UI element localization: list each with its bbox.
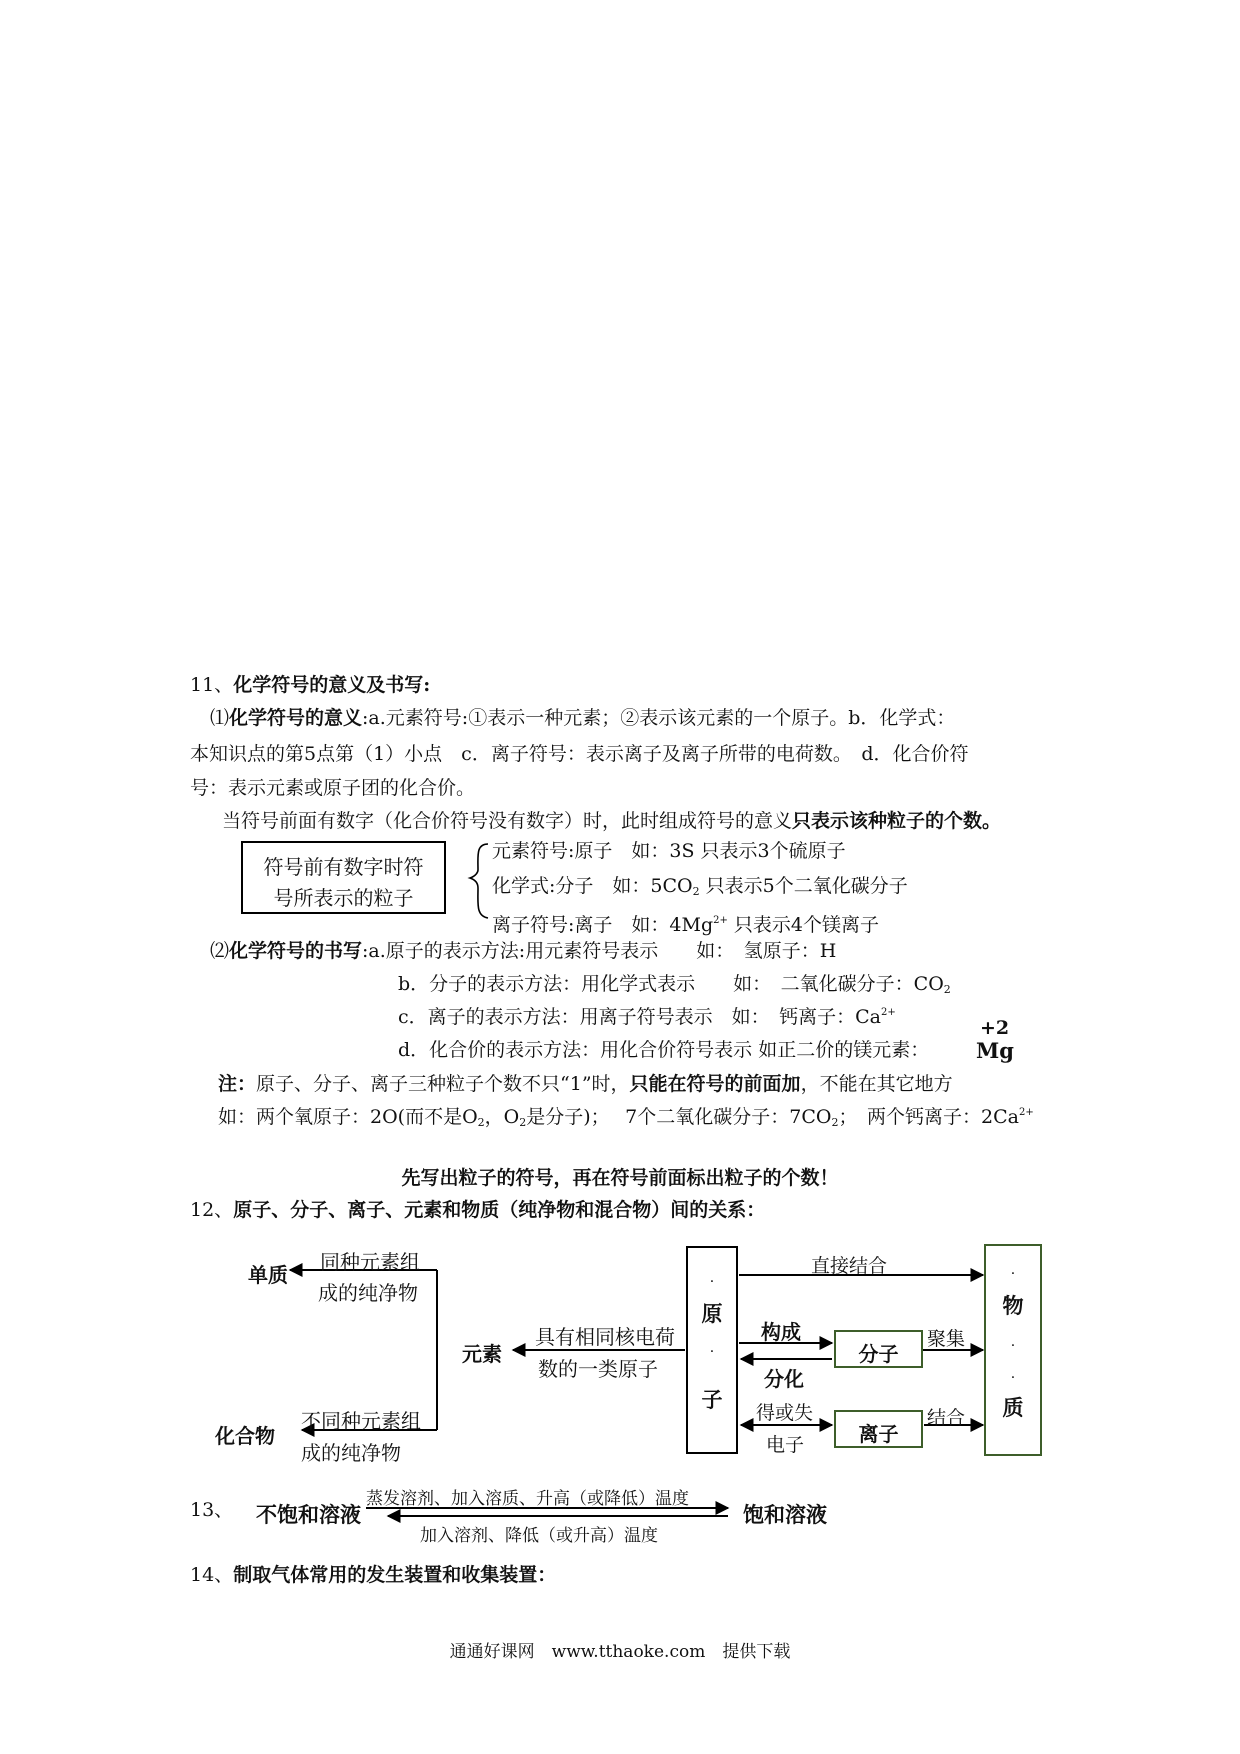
sec13-unsaturated: 不饱和溶液 (256, 1502, 361, 1527)
matter-dot-mid: · (1010, 1338, 1016, 1354)
danzhi-line2: 成的纯净物 (318, 1281, 418, 1305)
label-danzhi: 单质 (248, 1263, 288, 1287)
brace-item-ion-sup: 2+ (713, 915, 728, 926)
atom-dot-top: · (709, 1274, 715, 1290)
example-b: ，O (484, 1106, 520, 1128)
atom-box (686, 1246, 738, 1454)
molecule-box (834, 1330, 923, 1368)
footer: 通通好课网 www.tthaoke.com 提供下载 (449, 1642, 791, 1662)
example-sub1: 2 (477, 1116, 485, 1129)
example-sup: 2+ (1018, 1107, 1034, 1118)
label-dehuoshi-1: 得或失 (756, 1402, 814, 1424)
note2-label: 注： (218, 1073, 257, 1095)
example-d: ； 两个钙离子：2Ca (838, 1106, 1019, 1128)
sec13-number: 13、 (190, 1499, 234, 1521)
example-sub3: 2 (831, 1116, 839, 1129)
label-fenhua: 分化 (764, 1367, 804, 1391)
box-line2: 号所表示的粒子 (273, 886, 414, 910)
example-a: 如：两个氧原子：2O(而不是O (218, 1106, 478, 1128)
brace-item-ion-b: 只表示4个镁离子 (727, 914, 879, 936)
p2-b-sub: 2 (943, 983, 951, 996)
brace-item-formula-a: 化学式:分子 如：5CO (492, 875, 693, 897)
label-juji: 聚集 (927, 1328, 966, 1350)
p2-c-text: c．离子的表示方法：用离子符号表示 如： 钙离子：Ca (398, 1006, 882, 1028)
sec13-top-condition: 蒸发溶剂、加入溶质、升高（或降低）温度 (366, 1489, 689, 1509)
molecule-label: 分子 (858, 1342, 899, 1366)
yuansu-line2: 数的一类原子 (538, 1357, 658, 1381)
matter-dot-top: · (1010, 1266, 1016, 1282)
sec12-title: 原子、分子、离子、元素和物质（纯净物和混合物）间的关系： (233, 1199, 766, 1221)
brace-item-element-text: 元素符号:原子 如：3S 只表示3个硫原子 (492, 840, 846, 862)
note2-bold: 只能在符号的前面加 (629, 1073, 801, 1095)
label-goucheng: 构成 (761, 1320, 801, 1344)
sec11-title: 化学符号的意义及书写: (233, 674, 431, 696)
sec12-number: 12、 (190, 1199, 234, 1221)
note1-text: 当符号前面有数字（化合价符号没有数字）时，此时组成符号的意义 (222, 810, 793, 832)
p1-line3: 号：表示元素或原子团的化合价。 (190, 777, 476, 799)
center-note: 先写出粒子的符号，再在符号前面标出粒子的个数！ (401, 1167, 839, 1189)
label-dehuoshi-2: 电子 (766, 1434, 805, 1456)
label-direct: 直接结合 (811, 1255, 888, 1277)
matter-box (984, 1244, 1042, 1456)
sec14-number: 14、 (190, 1564, 234, 1586)
danzhi-line1: 同种元素组 (320, 1250, 420, 1274)
brace-item-formula-b: 只表示5个二氧化碳分子 (699, 875, 908, 897)
huahewu-line1: 不同种元素组 (301, 1409, 421, 1433)
matter-dot-low: · (1010, 1370, 1016, 1386)
p2-line-d: d．化合价的表示方法：用化合价符号表示 如正二价的镁元素： (398, 1039, 930, 1061)
p2-label: 化学符号的书写 (229, 940, 363, 962)
valence-symbol: Mg (976, 1038, 1014, 1063)
ion-box (834, 1410, 923, 1448)
sec14-heading (190, 1564, 556, 1586)
p2-number: ⑵ (210, 940, 230, 962)
sec13-bottom-condition: 加入溶剂、降低（或升高）温度 (420, 1526, 658, 1546)
sec13-saturated: 饱和溶液 (743, 1502, 827, 1527)
note1-bold: 只表示该种粒子的个数。 (792, 810, 1002, 832)
atom-char-2: 子 (701, 1387, 723, 1412)
label-huahewu: 化合物 (215, 1424, 275, 1448)
atom-dot-mid: · (709, 1344, 715, 1360)
p1-line2: 本知识点的第5点第（1）小点 c．离子符号：表示离子及离子所带的电荷数。 d．化合价符 (190, 743, 969, 765)
example-sub2: 2 (519, 1116, 527, 1129)
example-c: 是分子)； 7个二氧化碳分子：7CO (526, 1106, 832, 1128)
sec11-number: 11、 (190, 674, 234, 696)
note2-text2: ，不能在其它地方 (800, 1073, 953, 1095)
p2-a: :a.原子的表示方法:用元素符号表示 如： 氢原子：H (362, 940, 837, 962)
huahewu-line2: 成的纯净物 (301, 1441, 401, 1465)
sec14-title: 制取气体常用的发生装置和收集装置： (233, 1564, 557, 1586)
brace (470, 844, 488, 918)
matter-char-2: 质 (1002, 1395, 1024, 1420)
yuansu-line1: 具有相同核电荷 (535, 1325, 675, 1349)
p2-b-text: b．分子的表示方法：用化学式表示 如： 二氧化碳分子：CO (398, 973, 944, 995)
p1-text1: :a.元素符号:①表示一种元素；②表示该元素的一个原子。b．化学式： (362, 707, 956, 729)
brace-item-formula-sub: 2 (692, 885, 700, 898)
p1-number: ⑴ (210, 707, 230, 729)
matter-char-1: 物 (1002, 1293, 1024, 1318)
brace-item-ion-a: 离子符号:离子 如：4Mg (492, 914, 714, 936)
p2-c-sup: 2+ (881, 1007, 896, 1018)
ion-label: 离子 (858, 1422, 899, 1446)
p1-label: 化学符号的意义 (229, 707, 363, 729)
label-yuansu: 元素 (462, 1342, 502, 1366)
atom-char-1: 原 (701, 1301, 723, 1326)
box-line1: 符号前有数字时符 (263, 855, 424, 879)
valence-mark: +2 (980, 1017, 1010, 1039)
label-jiehe: 结合 (927, 1407, 966, 1429)
note2-text1: 原子、分子、离子三种粒子个数不只“1”时， (256, 1073, 630, 1095)
